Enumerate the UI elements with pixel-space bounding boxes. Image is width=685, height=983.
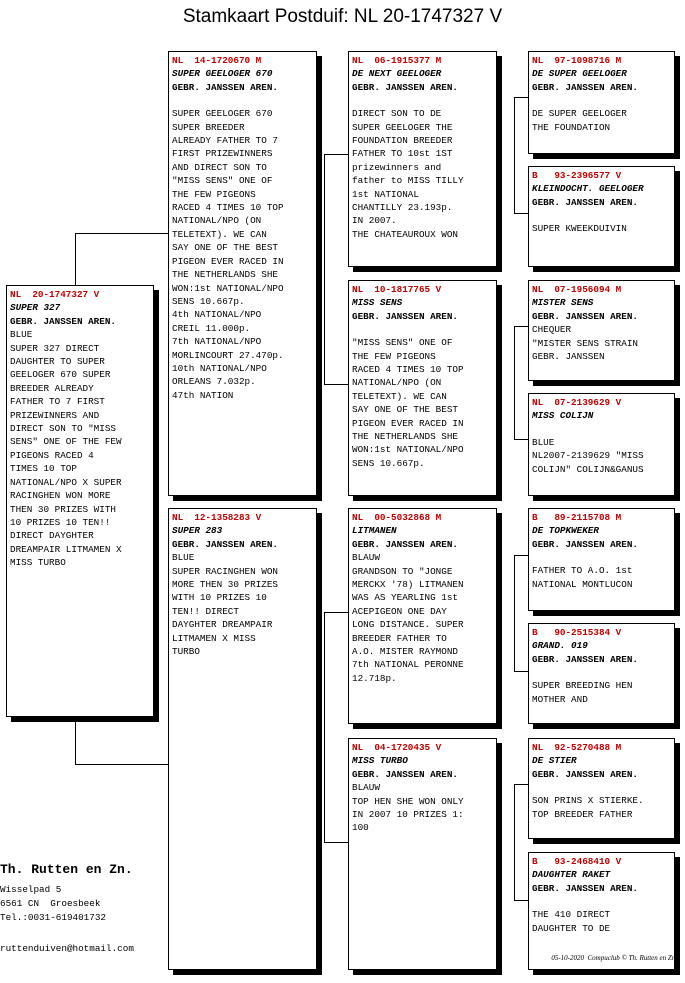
connector-line <box>75 233 76 285</box>
owner: GEBR. JANSSEN AREN. <box>352 768 459 780</box>
connector-line <box>514 784 515 900</box>
connector-line <box>324 154 348 155</box>
pigeon-info: BLUE SUPER 327 DIRECT DAUGHTER TO SUPER GEELOGER 670 SUPER BREEDER ALREADY FATHER TO 7 FIRST PRIZEWINNERS AND DIRECT SON TO "MISS SENS" ONE OF THE FEW PIGEONS RACED 4 TIMES 10 TOP NATIONAL/NPO X SUPER RACINGHEN WON MORE THEN 30 PRIZES WITH 10 PRIZES 10 TEN!! DIRECT DAYGHTER DREAMPAIR LITMAMEN X MISS TURBO <box>10 329 122 569</box>
pigeon-info: BLAUW GRANDSON TO "JONGE MERCKX '78) LITMANEN WAS AS YEARLING 1st ACEPIGEON ONE DAY LONG DISTANCE. SUPER BREEDER FATHER TO A.O. MISTER RAYMOND 7th NATIONAL PERONNE 12.718p. <box>352 552 464 684</box>
ring-number: B 90-2515384 V <box>532 627 622 638</box>
ring-number: NL 97-1098716 M <box>532 55 622 66</box>
pigeon-info: BLUE NL2007-2139629 "MISS COLIJN" COLIJN&GANUS <box>532 436 644 475</box>
owner: GEBR. JANSSEN AREN. <box>532 653 639 665</box>
pigeon-info: SUPER GEELOGER 670 SUPER BREEDER ALREADY FATHER TO 7 FIRST PRIZEWINNERS AND DIRECT SON TO "MISS SENS" ONE OF THE FEW PIGEONS RACED 4 TIMES 10 TOP NATIONAL/NPO (ON TELETEXT). WE CAN SAY ONE OF THE BEST PIGEON EVER RACED IN THE NETHERLANDS SHE WON:1st NATIONAL/NPO SENS 10.667p. 4th NATIONAL/NPO CREIL 11.000p. 7th NATIONAL/NPO MORLINCOURT 27.470p. 10th NATIONAL/NPO ORLEANS 7.032p. 47th NATION <box>172 108 284 401</box>
ring-number: NL 07-1956094 M <box>532 284 622 295</box>
pigeon-name: DE TOPKWEKER <box>532 525 599 537</box>
pigeon-card-mm <box>348 738 497 970</box>
pigeon-info: BLUE SUPER RACINGHEN WON MORE THEN 30 PRIZES WITH 10 PRIZES 10 TEN!! DIRECT DAYGHTER DREAMPAIR LITMAMEN X MISS TURBO <box>172 552 279 658</box>
pigeon-card-mf <box>348 508 497 724</box>
breeder-address: Wisselpad 5 6561 CN Groesbeek Tel.:0031-619401732 <box>0 884 107 923</box>
pigeon-info: SON PRINS X STIERKE. TOP BREEDER FATHER <box>532 795 644 820</box>
ring-number: NL 14-1720670 M <box>172 55 262 66</box>
connector-line <box>514 555 528 556</box>
ring-number: NL 07-2139629 V <box>532 397 622 408</box>
connector-line <box>324 842 348 843</box>
ring-number: NL 04-1720435 V <box>352 742 442 753</box>
pigeon-name: SUPER 283 <box>172 525 223 537</box>
pigeon-name: DAUGHTER RAKET <box>532 869 611 881</box>
connector-line <box>75 233 168 234</box>
pigeon-name: MISS COLIJN <box>532 410 594 422</box>
owner: GEBR. JANSSEN AREN. <box>10 315 117 327</box>
ring-number: NL 12-1358283 V <box>172 512 262 523</box>
connector-line <box>75 718 76 764</box>
pigeon-name: LITMANEN <box>352 525 397 537</box>
ring-number: B 93-2396577 V <box>532 170 622 181</box>
owner: GEBR. JANSSEN AREN. <box>532 196 639 208</box>
pigeon-name: MISS TURBO <box>352 755 408 767</box>
pigeon-info: DIRECT SON TO DE SUPER GEELOGER THE FOUNDATION BREEDER FATHER TO 10st 1ST prizewinners and father to MISS TILLY 1st NATIONAL CHANTILLY 23.193p. IN 2007. THE CHATEAUROUX WON <box>352 108 464 240</box>
pigeon-card-ff <box>348 51 497 267</box>
pigeon-name: SUPER GEELOGER 670 <box>172 68 273 80</box>
pigeon-info: CHEQUER "MISTER SENS STRAIN GEBR. JANSSEN <box>532 324 639 363</box>
connector-line <box>514 784 528 785</box>
ring-number: NL 06-1915377 M <box>352 55 442 66</box>
breeder-block <box>0 862 133 925</box>
pigeon-card-mmm <box>528 852 675 970</box>
pigeon-info: FATHER TO A.O. 1st NATIONAL MONTLUCON <box>532 565 633 590</box>
ring-number: NL 10-1817765 V <box>352 284 442 295</box>
connector-line <box>514 439 528 440</box>
connector-line <box>514 326 515 439</box>
connector-line <box>514 326 528 327</box>
breeder-email: ruttenduiven@hotmail.com <box>0 943 134 954</box>
pigeon-name: DE NEXT GEELOGER <box>352 68 442 80</box>
ring-number: NL 20-1747327 V <box>10 289 100 300</box>
pigeon-name: GRAND. 019 <box>532 640 588 652</box>
ring-number: NL 92-5270488 M <box>532 742 622 753</box>
pigeon-card-fff <box>528 51 675 154</box>
breeder-name: Th. Rutten en Zn. <box>0 862 133 877</box>
pigeon-info: SUPER BREEDING HEN MOTHER AND <box>532 680 633 705</box>
owner: GEBR. JANSSEN AREN. <box>352 81 459 93</box>
connector-line <box>514 555 515 671</box>
pigeon-name: MISTER SENS <box>532 297 594 309</box>
pigeon-card-father <box>168 51 317 496</box>
pigeon-name: MISS SENS <box>352 297 403 309</box>
pigeon-info: SUPER KWEEKDUIVIN <box>532 223 627 235</box>
footer-credit: 05-10-2020 Compuclub © Th. Rutten en Zn. <box>551 954 677 962</box>
owner: GEBR. JANSSEN AREN. <box>532 81 639 93</box>
connector-line <box>514 97 515 213</box>
pigeon-card-fm <box>348 280 497 496</box>
ring-number: B 93-2468410 V <box>532 856 622 867</box>
pigeon-card-mmf <box>528 738 675 839</box>
pigeon-card-mother <box>168 508 317 970</box>
owner: GEBR. JANSSEN AREN. <box>172 81 279 93</box>
owner: GEBR. JANSSEN AREN. <box>352 538 459 550</box>
page-title: Stamkaart Postduif: NL 20-1747327 V <box>182 6 503 27</box>
ring-number: NL 00-5032868 M <box>352 512 442 523</box>
connector-line <box>324 154 325 384</box>
pigeon-info: DE SUPER GEELOGER THE FOUNDATION <box>532 108 627 133</box>
pigeon-name: DE STIER <box>532 755 577 767</box>
connector-line <box>514 213 528 214</box>
owner: GEBR. JANSSEN AREN. <box>532 882 639 894</box>
pigeon-card-fmf <box>528 280 675 381</box>
pigeon-info: BLAUW TOP HEN SHE WON ONLY IN 2007 10 PRIZES 1: 100 <box>352 782 464 834</box>
connector-line <box>514 97 528 98</box>
pigeon-card-mfm <box>528 623 675 724</box>
connector-line <box>514 671 528 672</box>
connector-line <box>324 384 348 385</box>
ring-number: B 89-2115708 M <box>532 512 622 523</box>
pigeon-info: "MISS SENS" ONE OF THE FEW PIGEONS RACED 4 TIMES 10 TOP NATIONAL/NPO (ON TELETEXT). WE CAN SAY ONE OF THE BEST PIGEON EVER RACED IN THE NETHERLANDS SHE WON:1st NATIONAL/NPO SENS 10.667p. <box>352 337 464 469</box>
owner: GEBR. JANSSEN AREN. <box>532 768 639 780</box>
connector-line <box>324 612 348 613</box>
pigeon-name: KLEINDOCHT. GEELOGER <box>532 183 644 195</box>
owner: GEBR. JANSSEN AREN. <box>352 310 459 322</box>
owner: GEBR. JANSSEN AREN. <box>172 538 279 550</box>
pigeon-card-fmm <box>528 393 675 496</box>
connector-line <box>514 900 528 901</box>
pigeon-info: THE 410 DIRECT DAUGHTER TO DE <box>532 909 611 934</box>
pigeon-card-main <box>6 285 154 717</box>
connector-line <box>324 612 325 842</box>
pigeon-name: DE SUPER GEELOGER <box>532 68 627 80</box>
owner: GEBR. JANSSEN AREN. <box>532 310 639 322</box>
owner: GEBR. JANSSEN AREN. <box>532 538 639 550</box>
pigeon-card-mff <box>528 508 675 611</box>
pigeon-name: SUPER 327 <box>10 302 61 314</box>
connector-line <box>75 764 168 765</box>
pigeon-card-ffm <box>528 166 675 267</box>
